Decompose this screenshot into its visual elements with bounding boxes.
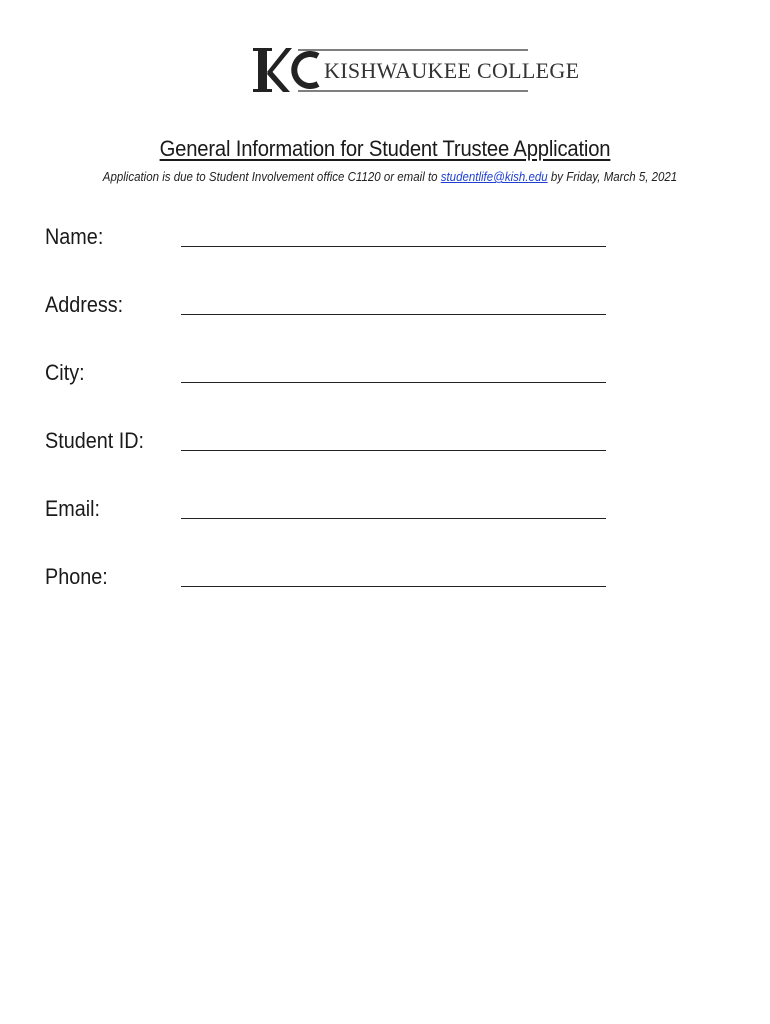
field-row-email xyxy=(45,496,645,530)
subtitle-text-after: by Friday, March 5, 2021 xyxy=(547,170,678,184)
field-line-address[interactable] xyxy=(181,314,606,315)
field-label-student-id: Student ID: xyxy=(45,428,145,453)
college-logo xyxy=(250,42,580,98)
document-subtitle xyxy=(31,170,749,184)
field-label-address: Address: xyxy=(45,292,124,317)
email-link[interactable]: studentlife@kish.edu xyxy=(440,170,548,184)
field-label-email: Email: xyxy=(45,496,101,521)
field-row-student-id xyxy=(45,428,645,462)
field-label-phone: Phone: xyxy=(45,564,108,589)
field-line-student-id[interactable] xyxy=(181,450,606,451)
field-label-city: City: xyxy=(45,360,85,385)
field-line-name[interactable] xyxy=(181,246,606,247)
field-line-email[interactable] xyxy=(181,518,606,519)
field-row-name xyxy=(45,224,645,258)
field-line-city[interactable] xyxy=(181,382,606,383)
document-title: General Information for Student Trustee Application xyxy=(159,136,611,161)
subtitle-text-before: Application is due to Student Involvement office C1120 or email to xyxy=(102,170,441,184)
field-row-city xyxy=(45,360,645,394)
field-row-phone xyxy=(45,564,645,598)
field-row-address xyxy=(45,292,645,326)
field-line-phone[interactable] xyxy=(181,586,606,587)
kc-logo-mark xyxy=(250,42,580,98)
logo-text: KISHWAUKEE COLLEGE xyxy=(324,58,580,83)
field-label-name: Name: xyxy=(45,224,104,249)
